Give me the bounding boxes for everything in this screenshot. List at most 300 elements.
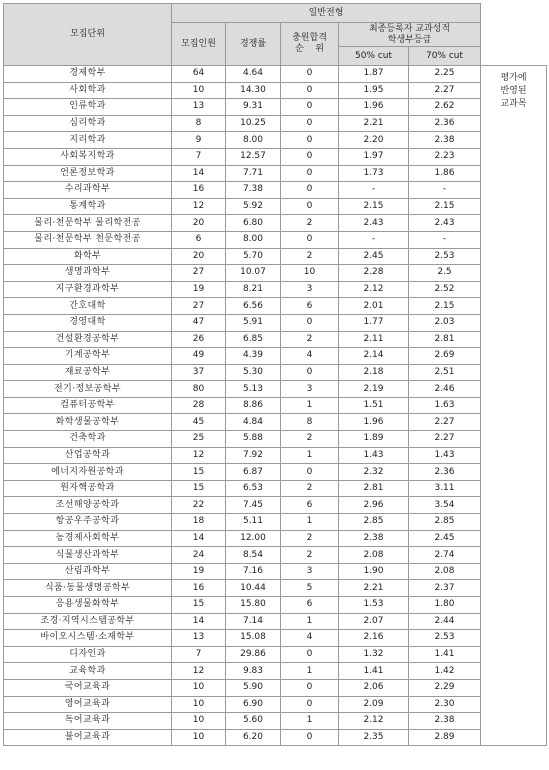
cell-quota: 18 [172,514,226,531]
cell-cut50: 1.32 [339,646,409,663]
cell-cut70: 2.23 [409,148,481,165]
cell-quota: 24 [172,547,226,564]
table-row [4,580,547,597]
table-row [4,148,547,165]
header-cut-70: 70% cut [409,47,481,66]
cell-dept: 심리학과 [4,115,172,132]
cell-ratio: 4.39 [226,348,281,365]
cell-rank: 0 [281,198,339,215]
cell-dept: 독어교육과 [4,713,172,730]
cell-dept: 디자인과 [4,646,172,663]
cell-ratio: 7.92 [226,447,281,464]
cell-quota: 10 [172,696,226,713]
table-row [4,298,547,315]
cell-ratio: 4.64 [226,66,281,83]
cell-ratio: 5.88 [226,431,281,448]
cell-dept: 재료공학부 [4,364,172,381]
header-waitlist-rank-line1: 충원합격 [292,33,327,43]
cell-quota: 14 [172,613,226,630]
table-row [4,281,547,298]
cell-rank: 0 [281,314,339,331]
cell-rank: 0 [281,66,339,83]
cell-ratio: 6.56 [226,298,281,315]
cell-dept: 수리과학부 [4,182,172,199]
table-row [4,215,547,232]
cell-cut50: 2.20 [339,132,409,149]
cell-quota: 16 [172,182,226,199]
cell-dept: 경제학부 [4,66,172,83]
cell-rank: 0 [281,148,339,165]
header-grade [339,23,481,47]
cell-rank: 3 [281,381,339,398]
cell-quota: 10 [172,82,226,99]
table-row [4,663,547,680]
cell-dept: 화학생물공학부 [4,414,172,431]
cell-ratio: 10.25 [226,115,281,132]
cell-ratio: 5.91 [226,314,281,331]
cell-dept: 전기·정보공학부 [4,381,172,398]
cell-cut70: 2.37 [409,580,481,597]
cell-rank: 0 [281,364,339,381]
cell-cut70: 2.25 [409,66,481,83]
cell-ratio: 6.20 [226,729,281,746]
cell-rank: 4 [281,348,339,365]
cell-quota: 7 [172,646,226,663]
cell-cut50: - [339,231,409,248]
cell-dept: 물리·천문학부 천문학전공 [4,231,172,248]
cell-quota: 13 [172,630,226,647]
cell-quota: 13 [172,99,226,116]
cell-cut70: 2.15 [409,298,481,315]
table-row [4,115,547,132]
cell-quota: 10 [172,713,226,730]
table-row [4,480,547,497]
cell-cut50: 1.77 [339,314,409,331]
cell-quota: 19 [172,281,226,298]
cell-cut70: 2.62 [409,99,481,116]
table-row [4,248,547,265]
cell-dept: 언론정보학과 [4,165,172,182]
cell-dept: 지리학과 [4,132,172,149]
cell-cut50: 1.96 [339,414,409,431]
cell-ratio: 15.80 [226,597,281,614]
cell-cut50: 2.35 [339,729,409,746]
cell-rank: 0 [281,182,339,199]
cell-dept: 응용생물화학부 [4,597,172,614]
cell-quota: 10 [172,729,226,746]
cell-cut50: 2.38 [339,530,409,547]
cell-cut50: 2.12 [339,713,409,730]
cell-cut70: 2.85 [409,514,481,531]
cell-quota: 14 [172,165,226,182]
cell-quota: 15 [172,480,226,497]
cell-cut70: 2.5 [409,265,481,282]
cell-ratio: 8.21 [226,281,281,298]
cell-cut70: 2.29 [409,679,481,696]
cell-quota: 20 [172,215,226,232]
cell-cut70: 1.41 [409,646,481,663]
cell-eval-subjects [481,66,547,746]
admissions-table-container [3,3,547,746]
table-row [4,447,547,464]
cell-cut70: 2.45 [409,530,481,547]
cell-rank: 2 [281,530,339,547]
cell-cut70: 2.52 [409,281,481,298]
cell-cut50: - [339,182,409,199]
cell-dept: 산림과학부 [4,563,172,580]
cell-quota: 19 [172,563,226,580]
cell-rank: 6 [281,298,339,315]
cell-ratio: 6.80 [226,215,281,232]
cell-ratio: 29.86 [226,646,281,663]
cell-rank: 1 [281,613,339,630]
cell-quota: 15 [172,597,226,614]
cell-dept: 통계학과 [4,198,172,215]
cell-dept: 사회학과 [4,82,172,99]
cell-cut50: 2.06 [339,679,409,696]
cell-rank: 0 [281,231,339,248]
cell-cut50: 1.95 [339,82,409,99]
cell-rank: 1 [281,713,339,730]
cell-quota: 6 [172,231,226,248]
cell-cut50: 2.32 [339,464,409,481]
cell-dept: 화학부 [4,248,172,265]
cell-dept: 물리·천문학부 물리학전공 [4,215,172,232]
cell-dept: 영어교육과 [4,696,172,713]
cell-rank: 2 [281,331,339,348]
cell-rank: 2 [281,215,339,232]
cell-ratio: 15.08 [226,630,281,647]
cell-quota: 8 [172,115,226,132]
cell-dept: 조선해양공학과 [4,497,172,514]
cell-cut50: 2.07 [339,613,409,630]
cell-ratio: 6.87 [226,464,281,481]
cell-cut70: 2.03 [409,314,481,331]
cell-dept: 사회복지학과 [4,148,172,165]
table-row [4,314,547,331]
cell-cut50: 2.01 [339,298,409,315]
cell-cut70: 2.89 [409,729,481,746]
cell-cut50: 2.14 [339,348,409,365]
table-row [4,182,547,199]
cell-ratio: 7.16 [226,563,281,580]
header-grade-line2: 학생부등급 [387,34,432,45]
cell-cut70: 2.43 [409,215,481,232]
cell-dept: 경영대학 [4,314,172,331]
cell-cut70: 2.27 [409,82,481,99]
cell-rank: 6 [281,497,339,514]
cell-ratio: 5.30 [226,364,281,381]
cell-dept: 간호대학 [4,298,172,315]
cell-rank: 3 [281,281,339,298]
cell-cut50: 1.41 [339,663,409,680]
cell-dept: 불어교육과 [4,729,172,746]
cell-ratio: 5.11 [226,514,281,531]
cell-quota: 10 [172,679,226,696]
cell-dept: 원자핵공학과 [4,480,172,497]
table-row [4,597,547,614]
table-row [4,397,547,414]
cell-cut70: 1.86 [409,165,481,182]
cell-cut70: 2.53 [409,630,481,647]
cell-ratio: 9.31 [226,99,281,116]
cell-rank: 0 [281,679,339,696]
table-row [4,497,547,514]
cell-cut70: 2.38 [409,132,481,149]
cell-rank: 1 [281,447,339,464]
cell-ratio: 4.84 [226,414,281,431]
cell-ratio: 6.85 [226,331,281,348]
cell-rank: 2 [281,248,339,265]
cell-quota: 14 [172,530,226,547]
cell-rank: 2 [281,547,339,564]
table-row [4,381,547,398]
cell-quota: 12 [172,198,226,215]
header-eval-line3: 교과목 [500,99,527,109]
cell-quota: 12 [172,663,226,680]
header-general-admission: 일반전형 [172,4,481,23]
cell-cut70: 2.08 [409,563,481,580]
cell-cut70: 1.80 [409,597,481,614]
cell-cut70: 2.27 [409,414,481,431]
cell-cut50: 1.87 [339,66,409,83]
cell-dept: 조경·지역시스템공학부 [4,613,172,630]
cell-ratio: 5.90 [226,679,281,696]
table-row [4,713,547,730]
cell-rank: 4 [281,630,339,647]
cell-cut70: 2.36 [409,115,481,132]
cell-cut50: 1.97 [339,148,409,165]
cell-cut70: 2.38 [409,713,481,730]
cell-dept: 건설환경공학부 [4,331,172,348]
cell-dept: 산업공학과 [4,447,172,464]
cell-cut50: 1.96 [339,99,409,116]
table-row [4,331,547,348]
cell-ratio: 8.00 [226,132,281,149]
cell-rank: 0 [281,132,339,149]
table-row [4,198,547,215]
cell-cut50: 1.89 [339,431,409,448]
cell-rank: 0 [281,646,339,663]
cell-ratio: 7.71 [226,165,281,182]
cell-cut50: 1.53 [339,597,409,614]
admissions-table [3,3,547,746]
cell-ratio: 5.13 [226,381,281,398]
header-eval-line1: 평가에 [500,73,527,83]
cell-cut50: 2.15 [339,198,409,215]
cell-rank: 0 [281,165,339,182]
cell-rank: 0 [281,82,339,99]
header-grade-line1: 최종등록자 교과성적 [368,23,451,34]
cell-cut70: 2.74 [409,547,481,564]
cell-quota: 15 [172,464,226,481]
cell-cut70: 3.11 [409,480,481,497]
cell-rank: 0 [281,464,339,481]
cell-ratio: 7.14 [226,613,281,630]
cell-cut50: 2.28 [339,265,409,282]
cell-cut50: 2.18 [339,364,409,381]
cell-quota: 27 [172,265,226,282]
table-row [4,630,547,647]
cell-quota: 64 [172,66,226,83]
cell-rank: 5 [281,580,339,597]
header-unit: 모집단위 [4,4,172,66]
cell-quota: 25 [172,431,226,448]
cell-quota: 9 [172,132,226,149]
cell-ratio: 9.83 [226,663,281,680]
cell-ratio: 14.30 [226,82,281,99]
table-row [4,265,547,282]
cell-cut70: 2.44 [409,613,481,630]
cell-cut70: 2.30 [409,696,481,713]
cell-ratio: 12.57 [226,148,281,165]
cell-quota: 26 [172,331,226,348]
table-row [4,82,547,99]
cell-cut70: 2.69 [409,348,481,365]
cell-quota: 47 [172,314,226,331]
cell-cut50: 2.81 [339,480,409,497]
table-row [4,66,547,83]
cell-cut50: 2.09 [339,696,409,713]
cell-cut70: 2.46 [409,381,481,398]
cell-rank: 1 [281,514,339,531]
cell-cut50: 2.19 [339,381,409,398]
table-row [4,646,547,663]
table-row [4,99,547,116]
cell-ratio: 5.92 [226,198,281,215]
table-row [4,231,547,248]
table-row [4,431,547,448]
cell-ratio: 8.54 [226,547,281,564]
table-row [4,348,547,365]
cell-cut70: 2.15 [409,198,481,215]
cell-rank: 0 [281,696,339,713]
cell-ratio: 7.45 [226,497,281,514]
header-ratio: 경쟁률 [226,23,281,66]
table-row [4,547,547,564]
cell-dept: 건축학과 [4,431,172,448]
cell-cut50: 2.85 [339,514,409,531]
cell-ratio: 5.60 [226,713,281,730]
cell-quota: 20 [172,248,226,265]
cell-dept: 에너지자원공학과 [4,464,172,481]
cell-cut70: 2.51 [409,364,481,381]
cell-dept: 기계공학부 [4,348,172,365]
cell-dept: 컴퓨터공학부 [4,397,172,414]
cell-cut70: 2.53 [409,248,481,265]
cell-cut70: 2.81 [409,331,481,348]
cell-dept: 바이오시스템·소재학부 [4,630,172,647]
cell-cut50: 1.73 [339,165,409,182]
cell-rank: 1 [281,663,339,680]
cell-quota: 49 [172,348,226,365]
cell-rank: 0 [281,99,339,116]
cell-cut50: 2.45 [339,248,409,265]
cell-rank: 6 [281,597,339,614]
cell-cut70: 1.63 [409,397,481,414]
cell-dept: 식물생산과학부 [4,547,172,564]
cell-dept: 식품·동물생명공학부 [4,580,172,597]
cell-cut50: 2.16 [339,630,409,647]
header-waitlist-rank [281,23,339,66]
cell-cut50: 2.11 [339,331,409,348]
cell-cut50: 2.43 [339,215,409,232]
cell-dept: 지구환경과학부 [4,281,172,298]
table-row [4,514,547,531]
cell-cut70: 2.36 [409,464,481,481]
cell-quota: 22 [172,497,226,514]
header-cut-50: 50% cut [339,47,409,66]
cell-ratio: 8.86 [226,397,281,414]
table-row [4,563,547,580]
cell-cut50: 1.90 [339,563,409,580]
table-row [4,132,547,149]
cell-cut50: 2.21 [339,115,409,132]
cell-ratio: 7.38 [226,182,281,199]
table-row [4,729,547,746]
table-row [4,679,547,696]
cell-ratio: 8.00 [226,231,281,248]
cell-quota: 28 [172,397,226,414]
cell-ratio: 12.00 [226,530,281,547]
cell-ratio: 5.70 [226,248,281,265]
cell-quota: 45 [172,414,226,431]
cell-cut50: 2.12 [339,281,409,298]
table-row [4,613,547,630]
cell-cut50: 2.08 [339,547,409,564]
cell-quota: 16 [172,580,226,597]
cell-ratio: 10.07 [226,265,281,282]
cell-rank: 2 [281,431,339,448]
cell-ratio: 10.44 [226,580,281,597]
table-body [4,66,547,746]
cell-rank: 2 [281,480,339,497]
cell-cut50: 1.51 [339,397,409,414]
cell-dept: 생명과학부 [4,265,172,282]
header-eval-line2: 반영된 [500,86,527,96]
cell-rank: 8 [281,414,339,431]
header-waitlist-rank-line2: 순 위 [295,44,324,54]
cell-quota: 12 [172,447,226,464]
cell-rank: 0 [281,115,339,132]
cell-quota: 27 [172,298,226,315]
cell-cut50: 2.96 [339,497,409,514]
table-row [4,364,547,381]
table-row [4,696,547,713]
cell-dept: 국어교육과 [4,679,172,696]
cell-rank: 3 [281,563,339,580]
cell-dept: 인류학과 [4,99,172,116]
cell-rank: 0 [281,729,339,746]
cell-cut70: 1.43 [409,447,481,464]
cell-quota: 80 [172,381,226,398]
table-row [4,414,547,431]
header-quota: 모집인원 [172,23,226,66]
cell-dept: 항공우주공학과 [4,514,172,531]
cell-cut50: 1.43 [339,447,409,464]
cell-cut70: - [409,182,481,199]
table-row [4,165,547,182]
cell-ratio: 6.53 [226,480,281,497]
cell-dept: 농경제사회학부 [4,530,172,547]
cell-rank: 10 [281,265,339,282]
cell-dept: 교육학과 [4,663,172,680]
cell-cut50: 2.21 [339,580,409,597]
cell-quota: 7 [172,148,226,165]
cell-quota: 37 [172,364,226,381]
cell-ratio: 6.90 [226,696,281,713]
table-row [4,530,547,547]
